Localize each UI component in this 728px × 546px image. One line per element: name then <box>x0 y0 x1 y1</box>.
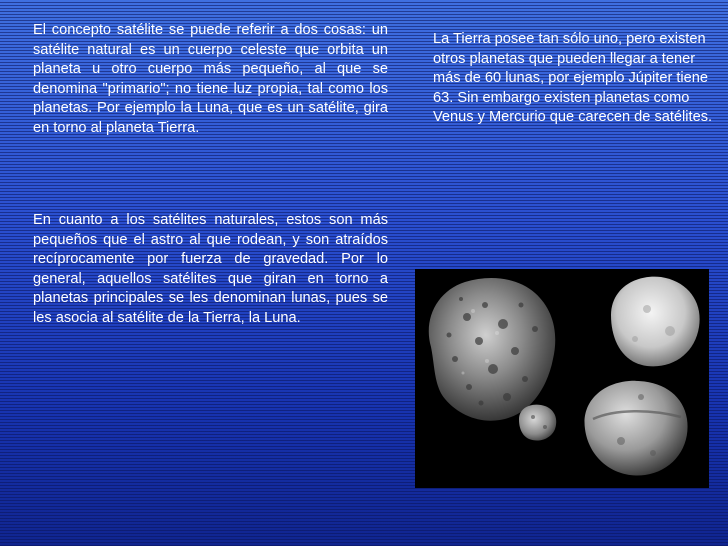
natural-satellites-paragraph: En cuanto a los satélites naturales, estos son más pequeños que el astro al que rodean, y son atraídos recíprocamente por fuerza de gravedad. Por lo general, aquellos satélites que giran en torno a planetas principales se les denominan lunas, pues se les asocia al satélite de la Tierra, la Luna. <box>33 212 388 326</box>
intro-paragraph: El concepto satélite se puede referir a dos cosas: un satélite natural es un cuerpo celeste que orbita un planeta u otro cuerpo más pequeño, al que se denomina "primario"; no tiene luz propia, tal como los planetas. Por ejemplo la Luna, que es un satélite, gira en torno al planeta Tierra. <box>33 22 388 136</box>
large-irregular-moon <box>429 278 555 421</box>
moons-illustration <box>415 269 709 488</box>
moons-photo <box>415 269 709 488</box>
planet-moons-paragraph: La Tierra posee tan sólo uno, pero existen otros planetas que pueden llegar a tener más de 60 lunas, por ejemplo Júpiter tiene 63. Sin embargo existen planetas como Venus y Mercurio que carecen de satélites. <box>433 31 713 125</box>
bright-moon <box>611 277 700 367</box>
ridged-moon <box>585 381 688 476</box>
small-moon <box>519 405 556 441</box>
